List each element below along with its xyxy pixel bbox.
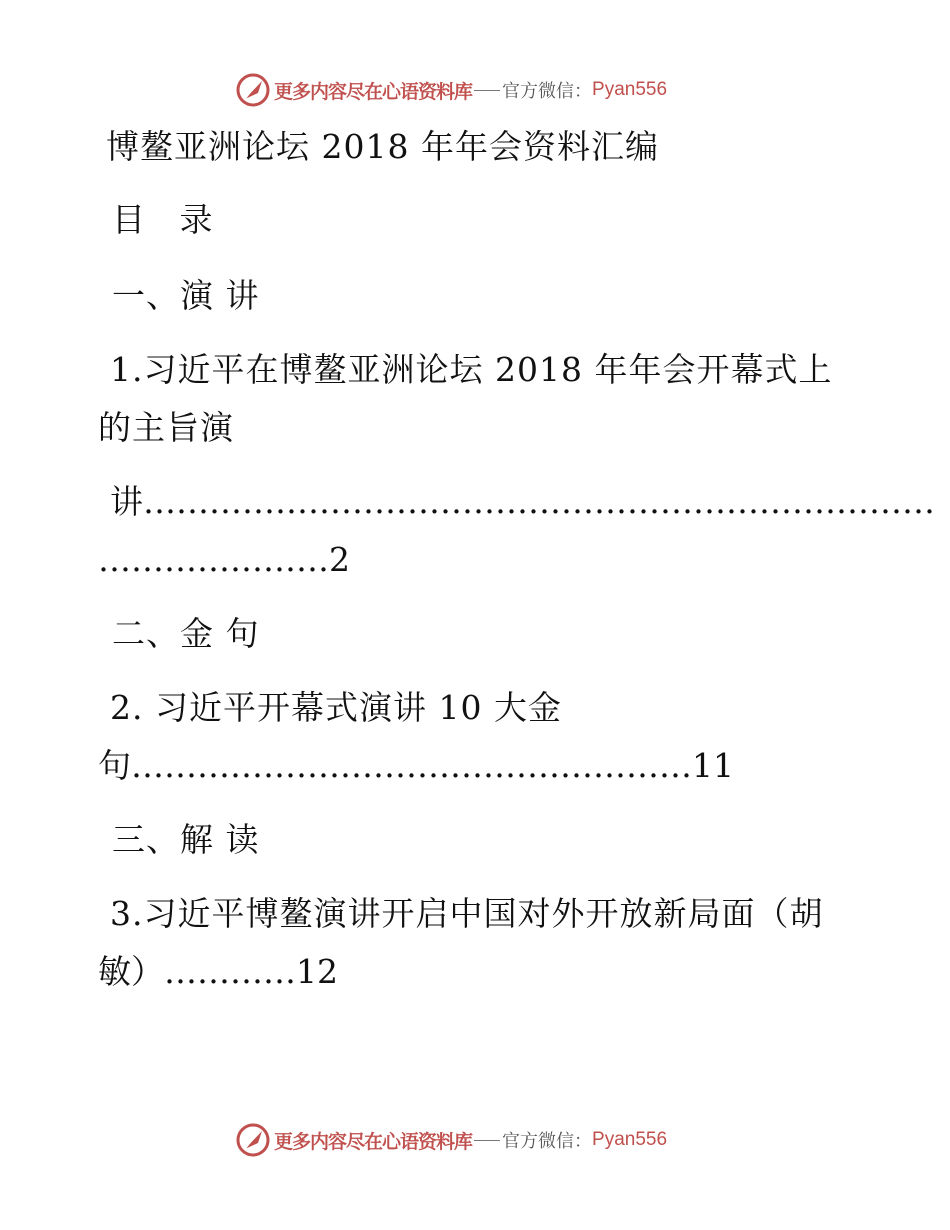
toc-entry-1-line-3[interactable]: 讲………………………………………………………………: [110, 482, 935, 521]
banner-sub-text: 官方微信：: [502, 1131, 593, 1152]
toc-entry-2-line-1[interactable]: 2. 习近平开幕式演讲 10 大金: [110, 688, 562, 727]
section-heading-speech: 一、演 讲: [112, 276, 260, 315]
footer-banner: [236, 1122, 667, 1158]
quill-logo-icon: [236, 73, 270, 107]
banner-dash: [474, 90, 500, 91]
toc-entry-3-page[interactable]: 敏）…………12: [98, 952, 338, 991]
header-banner: [236, 72, 667, 108]
section-heading-quotes: 二、金 句: [112, 614, 260, 653]
toc-entry-1-line-2[interactable]: 的主旨演: [98, 408, 234, 447]
toc-entry-2-page[interactable]: 句……………………………………………11: [98, 746, 734, 785]
toc-entry-1-page[interactable]: …………………2: [98, 540, 350, 579]
toc-heading: 目 录: [112, 200, 225, 239]
banner-sub-text: 官方微信：: [502, 81, 593, 102]
quill-logo-icon: [236, 1123, 270, 1157]
document-title: 博鳌亚洲论坛 2018 年年会资料汇编: [106, 127, 659, 166]
toc-entry-1-line-1[interactable]: 1.习近平在博鳌亚洲论坛 2018 年年会开幕式上: [110, 350, 833, 389]
banner-dash: [474, 1140, 500, 1141]
banner-wechat-id: Pyan556: [592, 79, 668, 100]
banner-wechat-id: Pyan556: [592, 1129, 668, 1150]
section-heading-analysis: 三、解 读: [112, 820, 260, 859]
banner-main-text: 更多内容尽在心语资料库: [274, 80, 473, 103]
banner-main-text: 更多内容尽在心语资料库: [274, 1130, 473, 1153]
toc-entry-3-line-1[interactable]: 3.习近平博鳌演讲开启中国对外开放新局面（胡: [110, 894, 824, 933]
